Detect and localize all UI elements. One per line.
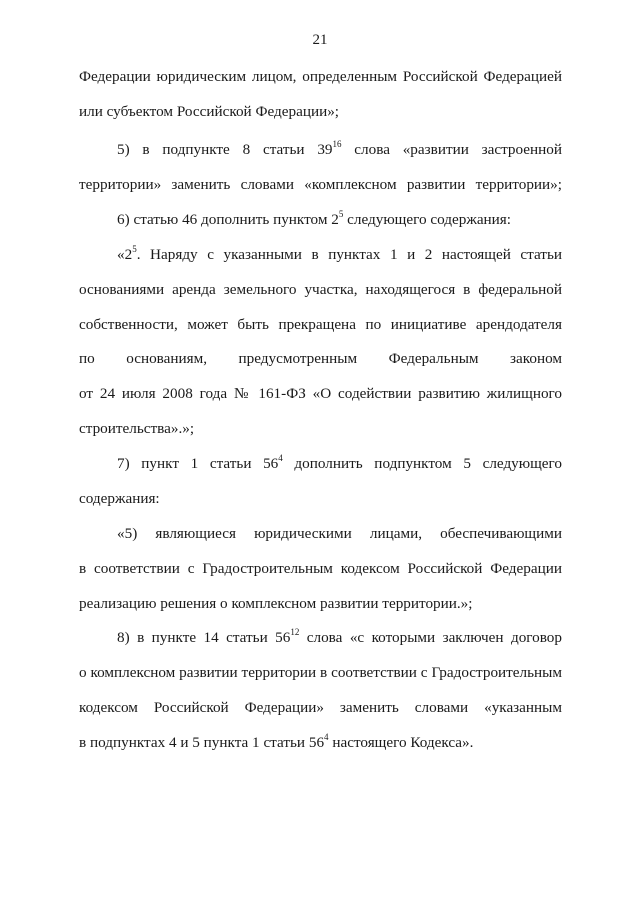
- amendment-item-7: 7) пункт 1 статьи $56^4$ дополнить подпунктом 5 следующего: [117, 452, 562, 472]
- text-line: собственности, может быть прекращена по инициативе арендодателя: [79, 316, 562, 333]
- text-line: основаниями аренда земельного участка, находящегося в федеральной: [79, 281, 562, 298]
- quoted-subclause-5: «5) являющиеся юридическими лицами, обеспечивающими: [117, 525, 562, 542]
- text-line: кодексом Российской Федерации» заменить словами «указанным: [79, 699, 562, 716]
- amendment-item-8: 8) в пункте 14 статьи $56^{12}$ слова «с которыми заключен договор: [117, 626, 562, 646]
- quoted-clause-2-5: «$2^5$. Наряду с указанными в пунктах 1 и 2 настоящей статьи: [117, 243, 562, 263]
- text-line: о комплексном развитии территории в соответствии с Градостроительным: [79, 664, 562, 681]
- text-line: в соответствии с Градостроительным кодексом Российской Федерации: [79, 560, 562, 577]
- text-line: территории» заменить словами «комплексном развитии территории»;: [79, 176, 562, 193]
- amendment-item-5: 5) в подпункте 8 статьи $39^{16}$ слова «развитии застроенной: [117, 138, 563, 158]
- text-line: Федерации юридическим лицом, определенным Российской Федерацией: [79, 68, 562, 85]
- page-number: 21: [312, 32, 328, 48]
- text-line: реализацию решения о комплексном развитии территории.»;: [79, 595, 473, 612]
- text-line: от 24 июля 2008 года № 161-ФЗ «О содействии развитию жилищного: [79, 385, 562, 402]
- text-line: в подпунктах 4 и 5 пункта 1 статьи $56^4$ настоящего Кодекса».: [79, 731, 474, 751]
- text-line: по основаниям, предусмотренным Федеральным законом: [79, 350, 562, 367]
- text-line: или субъектом Российской Федерации»;: [79, 103, 340, 120]
- text-line: строительства».»;: [79, 420, 195, 437]
- amendment-item-6: 6) статью 46 дополнить пунктом $2^5$ следующего содержания:: [117, 208, 512, 228]
- text-line: содержания:: [79, 490, 160, 507]
